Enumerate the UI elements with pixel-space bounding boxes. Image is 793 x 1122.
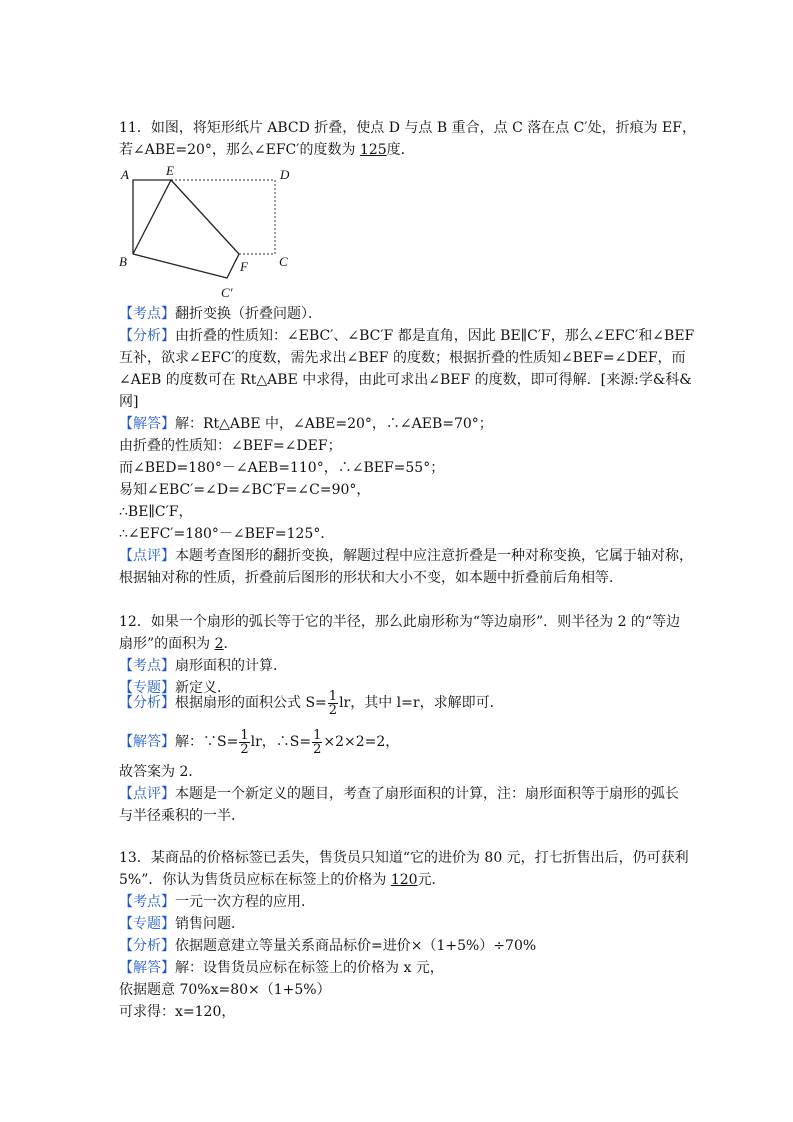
dashed-original-edge	[171, 180, 275, 254]
q12-stem-line-2: 扇形”的面积为 2．	[119, 636, 238, 652]
tag-jieda: 【解答】	[119, 416, 175, 432]
q13-kaodian: 【考点】一元一次方程的应用．	[119, 894, 315, 910]
q11-kaodian: 【考点】翻折变换（折叠问题）．	[119, 306, 322, 322]
tag-dianping: 【点评】	[119, 548, 175, 564]
q13-jieda-2: 依据题意 70%x=80×（1+5%）	[119, 982, 331, 998]
folded-quadrilateral	[133, 180, 239, 278]
q11-rectangle-fold-figure	[113, 160, 303, 305]
fraction-one-half: $\frac{1}{2}$	[313, 727, 322, 757]
q11-jieda-3: 而∠BED=180°－∠AEB=110°，∴∠BEF=55°；	[119, 460, 445, 476]
q13-answer: 120	[390, 872, 418, 888]
triangle-ABE	[133, 180, 171, 254]
label-D: D	[280, 167, 290, 182]
tag-kaodian: 【考点】	[119, 306, 175, 322]
q11-jieda-2: 由折叠的性质知：∠BEF=∠DEF；	[119, 438, 342, 454]
fraction-one-half: $\frac{1}{2}$	[328, 688, 338, 718]
q12-jieda-2: 故答案为 2．	[119, 764, 203, 780]
q11-jieda-6: ∴∠EFC′=180°－∠BEF=125°．	[119, 526, 335, 542]
q11-jieda-1: 【解答】解：Rt△ABE 中，∠ABE=20°，∴∠AEB=70°；	[119, 416, 493, 432]
q11-stem-line-2	[119, 140, 415, 160]
q12-stem-line-1: 12．如果一个扇形的弧长等于它的半径，那么此扇形称为“等边扇形”．则半径为 2 的“等边	[119, 614, 681, 630]
q11-stem-text: 若∠ABE=20°，那么∠EFC′的度数为	[119, 142, 360, 158]
label-C-prime: C′	[221, 285, 233, 300]
label-C: C	[279, 254, 288, 269]
q13-stem-line-1: 13．某商品的价格标签已丢失，售货员只知道“它的进价为 80 元，打七折售出后，仍可获利	[119, 850, 689, 866]
q11-stem-line-1: 11．如图，将矩形纸片 ABCD 折叠，使点 D 与点 B 重合，点 C 落在点 C′处，折痕为 EF，	[119, 120, 696, 136]
q11-answer: 125	[359, 142, 387, 158]
q12-dianping-2: 与半径乘积的一半．	[119, 808, 245, 824]
q12-zhuanti: 【专题】新定义．	[119, 680, 231, 696]
label-B: B	[119, 254, 127, 269]
q11-jieda-4: 易知∠EBC′=∠D=∠BC′F=∠C=90°，	[119, 482, 371, 498]
q11-dianping-2: 根据轴对称的性质，折叠前后图形的形状和大小不变，如本题中折叠前后角相等．	[119, 570, 623, 586]
q12-fenxi: 【分析】根据扇形的面积公式 S= $\frac{1}{2}$ lr，其中 l=r，求解即可．	[119, 688, 504, 718]
q12-dianping-1: 【点评】本题是一个新定义的题目，考查了扇形面积的计算，注：扇形面积等于扇形的弧长	[119, 786, 679, 802]
q11-jieda-5: ∴BE∥C′F，	[119, 504, 193, 520]
q11-stem-unit: 度．	[386, 142, 415, 158]
label-F: F	[240, 259, 248, 274]
q12-kaodian: 【考点】扇形面积的计算．	[119, 658, 287, 674]
q13-stem-line-2: 5%”．你认为售货员应标在标签上的价格为 120元．	[119, 872, 446, 888]
q12-jieda-1: 【解答】解：∵S= $\frac{1}{2}$ lr，∴S= $\frac{1}{2}$ ×2×2=2，	[119, 727, 400, 757]
label-E: E	[166, 163, 174, 178]
q11-fenxi-3: ∠AEB 的度数可在 Rt△ABE 中求得，由此可求出∠BEF 的度数，即可得解．[来源:学&科&	[119, 372, 692, 388]
q11-fenxi-2: 互补，欲求∠EFC′的度数，需先求出∠BEF 的度数；根据折叠的性质知∠BEF=∠DEF，而	[119, 350, 686, 366]
q13-fenxi: 【分析】依据题意建立等量关系商品标价=进价×（1+5%）÷70%	[119, 938, 537, 954]
q11-fenxi-4: 网]	[119, 394, 139, 410]
tag-fenxi: 【分析】	[119, 328, 175, 344]
q12-answer: 2	[214, 636, 224, 652]
q13-jieda-1: 【解答】解：设售货员应标在标签上的价格为 x 元，	[119, 960, 444, 976]
q11-dianping-1: 【点评】本题考查图形的翻折变换，解题过程中应注意折叠是一种对称变换，它属于轴对称，	[119, 548, 693, 564]
q13-jieda-3: 可求得：x=120，	[119, 1004, 236, 1020]
label-A: A	[121, 167, 129, 182]
q11-fenxi-1: 【分析】由折叠的性质知：∠EBC′、∠BC′F 都是直角，因此 BE∥C′F，那么∠EFC′和∠BEF	[119, 328, 695, 344]
q13-zhuanti: 【专题】销售问题．	[119, 916, 245, 932]
fraction-one-half: $\frac{1}{2}$	[240, 727, 249, 757]
